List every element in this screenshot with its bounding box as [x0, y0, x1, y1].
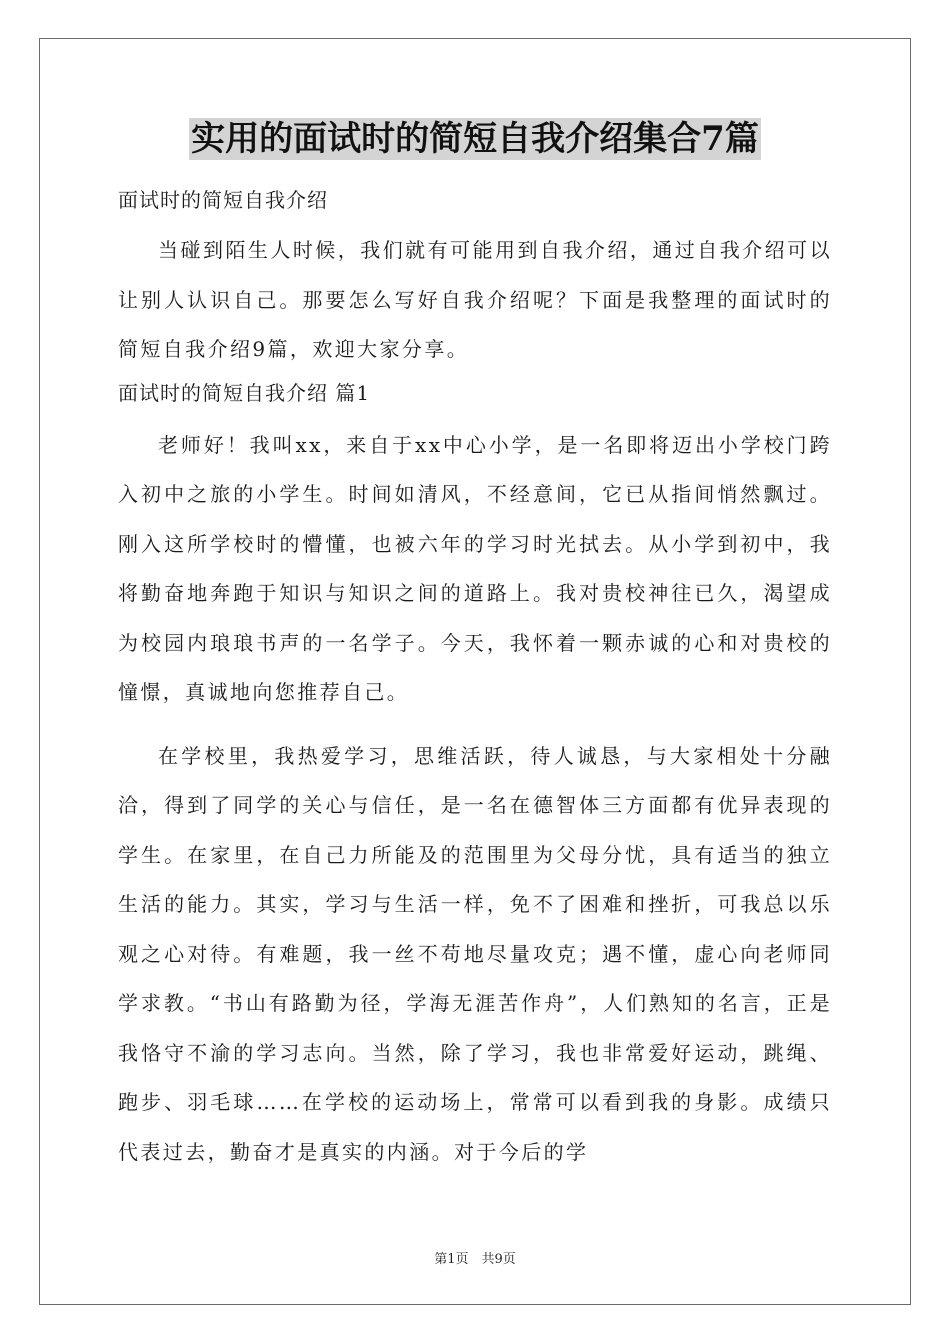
body-paragraph-1: 老师好！我叫xx，来自于xx中心小学，是一名即将迈出小学校门跨入初中之旅的小学生。时间如清风，不经意间，它已从指间悄然飘过。刚入这所学校时的懵懂，也被六年的学习时光拭去。从小学到初中，我将勤奋地奔跑于知识与知识之间的道路上。我对贵校神往已久，渴望成为校园内琅琅书声的一名学子。今天，我怀着一颗赤诚的心和对贵校的憧憬，真诚地向您推荐自己。 [118, 432, 832, 704]
document-body [118, 118, 832, 1177]
page-number-footer: 第1页 共9页 [434, 1252, 516, 1267]
title-container [118, 118, 832, 178]
subsection-heading: 面试时的简短自我介绍 篇1 [118, 380, 371, 405]
document-title: 实用的面试时的简短自我介绍集合7篇 [191, 119, 759, 159]
section-heading: 面试时的简短自我介绍 [118, 188, 328, 212]
intro-paragraph: 当碰到陌生人时候，我们就有可能用到自我介绍，通过自我介绍可以让别人认识自己。那要怎么写好自我介绍呢？下面是我整理的面试时的简短自我介绍9篇，欢迎大家分享。 [118, 238, 832, 361]
body-paragraph-2: 在学校里，我热爱学习，思维活跃，待人诚恳，与大家相处十分融洽，得到了同学的关心与信任，是一名在德智体三方面都有优异表现的学生。在家里，在自己力所能及的范围里为父母分忧，具有适当的独立生活的能力。其实，学习与生活一样，免不了困难和挫折，可我总以乐观之心对待。有难题，我一丝不苟地尽量攻克；遇不懂，虚心向老师同学求教。“书山有路勤为径，学海无涯苦作舟”，人们熟知的名言，正是我恪守不渝的学习志向。当然，除了学习，我也非常爱好运动，跳绳、跑步、羽毛球……在学校的运动场上，常常可以看到我的身影。成绩只代表过去，勤奋才是真实的内涵。对于今后的学 [118, 743, 832, 1164]
